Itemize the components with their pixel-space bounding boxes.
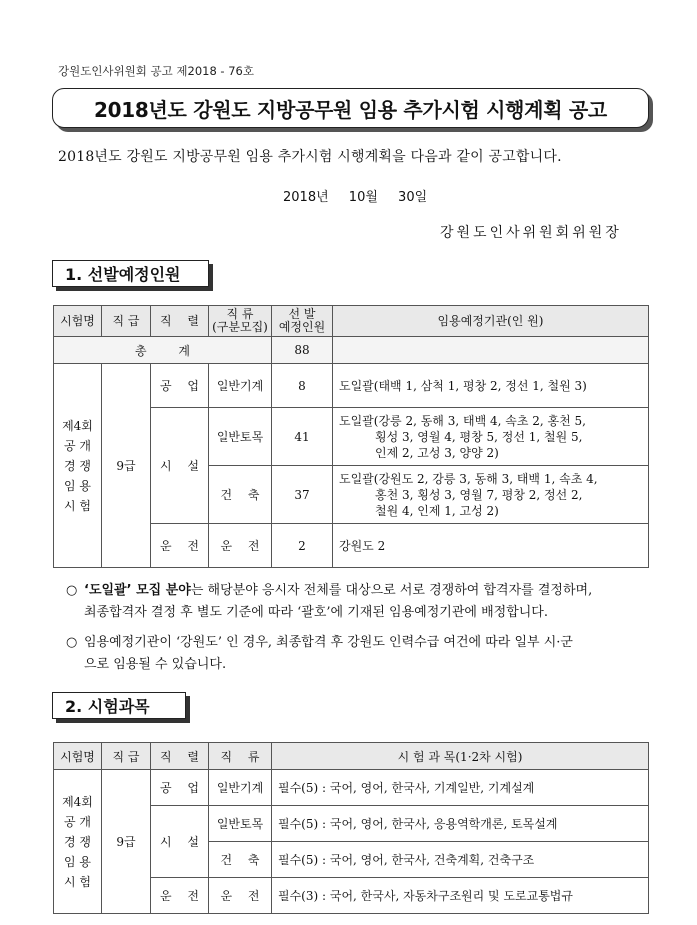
col-category-line1: 직 류 — [226, 307, 254, 321]
grade: 9급 — [102, 770, 151, 914]
table-header-row — [54, 743, 649, 770]
note-2 — [66, 632, 656, 676]
agency — [333, 364, 649, 408]
category: 일반토목 — [209, 806, 272, 842]
category: 건 축 — [209, 466, 272, 524]
exam-line: 공 개 — [64, 814, 91, 829]
series: 시 설 — [151, 806, 209, 878]
note-2-line2: 으로 임용될 수 있습니다. — [84, 657, 227, 672]
series: 공 업 — [151, 364, 209, 408]
col-exam: 시험명 — [54, 306, 102, 337]
col-category-line2: (구분모집) — [212, 320, 268, 334]
category: 일반토목 — [209, 408, 272, 466]
note-1-text: 는 해당분야 응시자 전체를 대상으로 서로 경쟁하여 합격자를 결정하며, — [190, 583, 593, 598]
agency — [333, 466, 649, 524]
count: 41 — [272, 408, 333, 466]
table-row — [54, 364, 649, 408]
exam-line: 임 용 — [64, 478, 91, 493]
col-grade: 직 급 — [102, 743, 151, 770]
agency-line: 도일괄(태백 1, 삼척 1, 평창 2, 정선 1, 철원 3) — [339, 378, 587, 393]
total-value: 88 — [272, 337, 333, 364]
category: 건 축 — [209, 842, 272, 878]
signer: 강원도인사위원회위원장 — [440, 225, 622, 241]
count: 2 — [272, 524, 333, 568]
col-series: 직 렬 — [151, 306, 209, 337]
table-header-row — [54, 306, 649, 337]
col-subjects: 시 험 과 목(1·2차 시험) — [272, 743, 649, 770]
subjects-table — [53, 742, 649, 914]
exam-line: 경 쟁 — [64, 458, 91, 473]
agency-line: 도일괄(강원도 2, 강릉 3, 동해 3, 태백 1, 속초 4, — [339, 471, 598, 486]
col-series: 직 렬 — [151, 743, 209, 770]
section-heading-text: 1. 선발예정인원 — [65, 265, 181, 284]
note-1 — [66, 580, 656, 624]
count: 8 — [272, 364, 333, 408]
exam-line: 공 개 — [64, 438, 91, 453]
exam-name — [54, 770, 102, 914]
date-day: 30일 — [398, 190, 428, 205]
agency-line: 횡성 3, 영월 4, 평창 5, 정선 1, 철원 5, — [375, 429, 583, 444]
date-month: 10월 — [348, 190, 378, 205]
grade: 9급 — [102, 364, 151, 568]
section-heading-recruitment — [52, 260, 209, 287]
series: 공 업 — [151, 770, 209, 806]
exam-line: 제4회 — [62, 418, 93, 433]
col-category: 직 류 — [209, 743, 272, 770]
note-1-line2: 최종합격자 결정 후 별도 기준에 따라 ‘괄호’에 기재된 임용예정기관에 배정합니다. — [84, 605, 549, 620]
exam-line: 임 용 — [64, 854, 91, 869]
exam-line: 시 험 — [64, 498, 91, 513]
notice-number: 강원도인사위원회 공고 제2018 - 76호 — [58, 64, 254, 78]
total-label: 총 계 — [54, 337, 272, 364]
subjects: 필수(5) : 국어, 영어, 한국사, 기계일반, 기계설계 — [272, 770, 649, 806]
subjects: 필수(5) : 국어, 영어, 한국사, 응용역학개론, 토목설계 — [272, 806, 649, 842]
agency-line: 강원도 2 — [339, 538, 386, 553]
date-year: 2018년 — [283, 190, 329, 205]
exam-line: 경 쟁 — [64, 834, 91, 849]
col-count-line2: 예정인원 — [278, 320, 326, 334]
series: 운 전 — [151, 878, 209, 914]
exam-name — [54, 364, 102, 568]
count: 37 — [272, 466, 333, 524]
total-row — [54, 337, 649, 364]
agency-line: 도일괄(강릉 2, 동해 3, 태백 4, 속초 2, 홍천 5, — [339, 413, 586, 428]
agency-line: 홍천 3, 횡성 3, 영월 7, 평창 2, 정선 2, — [375, 487, 583, 502]
recruitment-table — [53, 305, 649, 568]
exam-line: 제4회 — [62, 794, 93, 809]
agency-line: 철원 4, 인제 1, 고성 2) — [375, 503, 499, 518]
series: 시 설 — [151, 408, 209, 524]
col-exam: 시험명 — [54, 743, 102, 770]
subjects: 필수(5) : 국어, 영어, 한국사, 건축계획, 건축구조 — [272, 842, 649, 878]
category: 운 전 — [209, 878, 272, 914]
col-category — [209, 306, 272, 337]
category: 일반기계 — [209, 770, 272, 806]
section-heading-text: 2. 시험과목 — [65, 697, 150, 716]
series: 운 전 — [151, 524, 209, 568]
total-agency-empty — [333, 337, 649, 364]
bullet-circle-icon: ○ — [66, 583, 78, 598]
notice-date — [283, 186, 443, 205]
bullet-circle-icon: ○ — [66, 635, 78, 650]
agency — [333, 408, 649, 466]
section-heading-subjects — [52, 692, 186, 719]
subjects: 필수(3) : 국어, 한국사, 자동차구조원리 및 도로교통법규 — [272, 878, 649, 914]
intro-text: 2018년도 강원도 지방공무원 임용 추가시험 시행계획을 다음과 같이 공고합니다. — [58, 149, 562, 165]
col-count-line1: 선 발 — [288, 307, 316, 321]
note-2-line1: 임용예정기관이 ‘강원도’ 인 경우, 최종합격 후 강원도 인력수급 여건에 따라 일부 시·군 — [84, 635, 573, 650]
note-1-bold: ‘도일괄’ 모집 분야 — [84, 583, 191, 598]
page-title: 2018년도 강원도 지방공무원 임용 추가시험 시행계획 공고 — [94, 97, 607, 122]
title-box — [52, 88, 649, 128]
col-grade: 직 급 — [102, 306, 151, 337]
category: 일반기계 — [209, 364, 272, 408]
agency-line: 인제 2, 고성 3, 양양 2) — [375, 445, 499, 460]
exam-line: 시 험 — [64, 874, 91, 889]
table-row — [54, 770, 649, 806]
col-count — [272, 306, 333, 337]
col-agency: 임용예정기관(인 원) — [333, 306, 649, 337]
agency — [333, 524, 649, 568]
category: 운 전 — [209, 524, 272, 568]
